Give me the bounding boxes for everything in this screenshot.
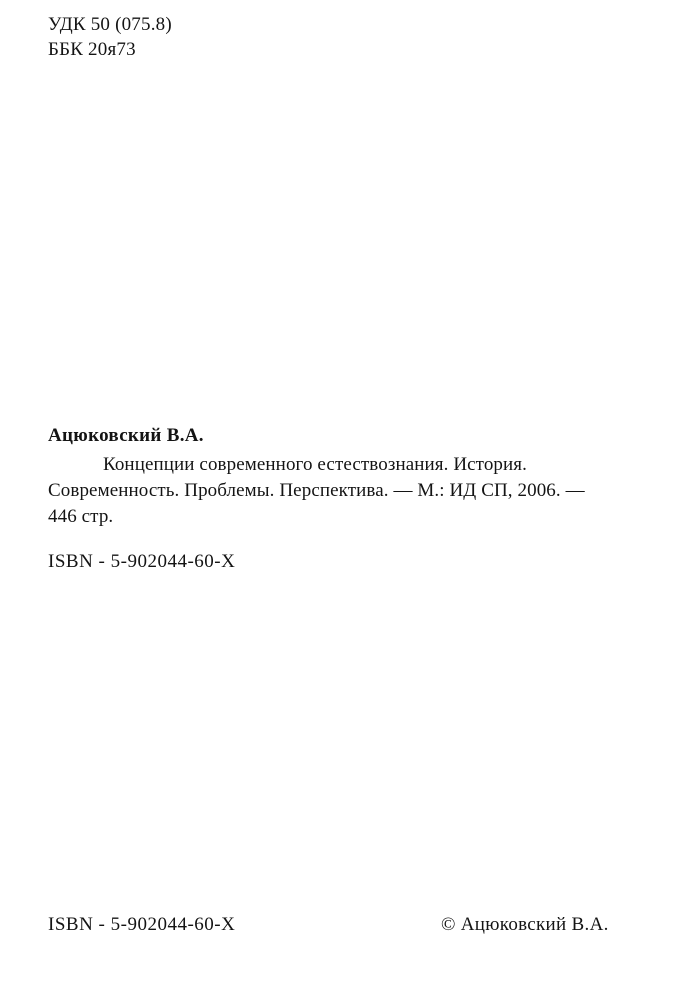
bbk-code: ББК 20я73 [48, 39, 136, 60]
copyright-notice: © Ацюковский В.А. [441, 914, 609, 935]
description-line: 446 стр. [48, 506, 114, 527]
description-line: Современность. Проблемы. Перспектива. — М.: ИД СП, 2006. — [48, 480, 585, 501]
isbn-record: ISBN - 5-902044-60-X [48, 551, 236, 572]
author-heading: Ацюковский В.А. [48, 425, 204, 446]
classification-block [48, 12, 172, 62]
bibliographic-description [48, 452, 638, 530]
udk-code: УДК 50 (075.8) [48, 14, 172, 35]
description-line: Концепции современного естествознания. История. [103, 454, 527, 475]
isbn-footer: ISBN - 5-902044-60-X [48, 914, 236, 935]
